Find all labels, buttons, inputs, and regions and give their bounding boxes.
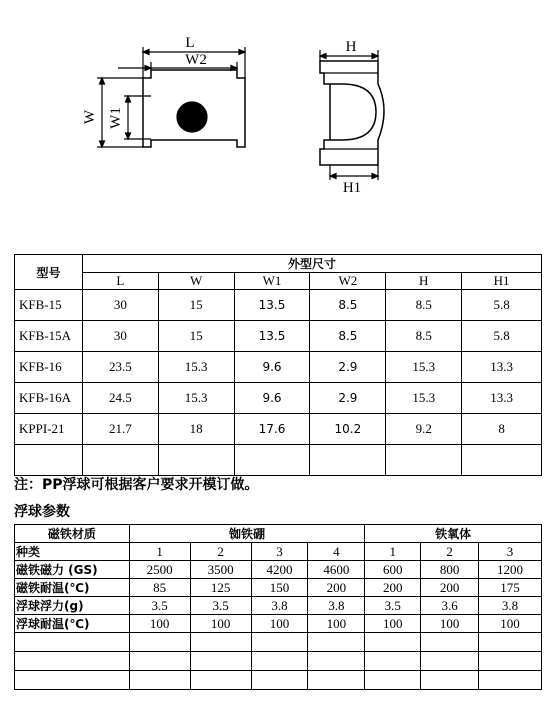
- dimension-cell-h1: 8: [462, 414, 542, 445]
- parameter-label: 磁铁耐温(℃): [15, 579, 130, 597]
- empty-cell: [15, 671, 130, 690]
- dimension-cell-w2: 8.5: [310, 290, 386, 321]
- empty-cell: [479, 633, 542, 652]
- dimension-cell-l: 21.7: [82, 414, 158, 445]
- dimension-cell-w: [158, 445, 234, 476]
- empty-row: [15, 671, 542, 690]
- empty-cell: [365, 671, 421, 690]
- empty-cell: [190, 671, 251, 690]
- parameter-value: 3: [251, 543, 308, 561]
- label-W: W: [82, 109, 98, 125]
- ferrite-group-header: 铁氧体: [365, 525, 542, 543]
- dimension-cell-h1: 5.8: [462, 290, 542, 321]
- dimension-cell-l: [82, 445, 158, 476]
- dimension-cell-l: 30: [82, 321, 158, 352]
- dimension-cell-w1: 9.6: [234, 352, 310, 383]
- label-H: H: [345, 39, 357, 55]
- parameter-value: 1: [129, 543, 190, 561]
- label-W1: W1: [108, 107, 124, 129]
- section-title: 浮球参数: [14, 504, 70, 520]
- dimension-cell-h: 8.5: [386, 321, 462, 352]
- parameter-value: 200: [365, 579, 421, 597]
- parameter-row: [15, 579, 542, 597]
- empty-cell: [479, 652, 542, 671]
- parameter-value: 800: [421, 561, 479, 579]
- empty-row: [15, 633, 542, 652]
- parameter-row: [15, 615, 542, 633]
- dimension-cell-h1: 13.3: [462, 383, 542, 414]
- dimension-cell-w1: [234, 445, 310, 476]
- model-cell: KFB-16: [15, 352, 83, 383]
- empty-cell: [15, 633, 130, 652]
- parameter-value: 175: [479, 579, 542, 597]
- parameter-value: 100: [129, 615, 190, 633]
- empty-cell: [251, 671, 308, 690]
- dimension-cell-h1: 13.3: [462, 352, 542, 383]
- dimension-cell-l: 23.5: [82, 352, 158, 383]
- parameter-value: 3: [479, 543, 542, 561]
- label-W2: W2: [185, 52, 207, 68]
- parameter-value: 3.8: [308, 597, 365, 615]
- parameter-value: 3.5: [190, 597, 251, 615]
- parameter-value: 85: [129, 579, 190, 597]
- empty-cell: [421, 633, 479, 652]
- dimension-cell-h: 9.2: [386, 414, 462, 445]
- parameter-value: 100: [365, 615, 421, 633]
- dimension-cell-h: 15.3: [386, 383, 462, 414]
- column-header: W: [158, 273, 234, 290]
- dimension-cell-w: 15: [158, 290, 234, 321]
- empty-cell: [129, 671, 190, 690]
- model-cell: KFB-15: [15, 290, 83, 321]
- parameter-row: [15, 597, 542, 615]
- empty-cell: [190, 633, 251, 652]
- parameter-value: 4: [308, 543, 365, 561]
- empty-row: [15, 652, 542, 671]
- dimension-cell-w2: 2.9: [310, 383, 386, 414]
- empty-cell: [308, 652, 365, 671]
- empty-cell: [421, 652, 479, 671]
- parameter-label: 浮球耐温(℃): [15, 615, 130, 633]
- column-header: H1: [462, 273, 542, 290]
- dimension-cell-w1: 13.5: [234, 321, 310, 352]
- parameter-value: 600: [365, 561, 421, 579]
- parameter-value: 3500: [190, 561, 251, 579]
- technical-drawing: [0, 0, 557, 200]
- parameter-value: 3.5: [129, 597, 190, 615]
- parameter-value: 2500: [129, 561, 190, 579]
- parameter-value: 100: [251, 615, 308, 633]
- column-header: L: [82, 273, 158, 290]
- dimension-cell-w: 15.3: [158, 383, 234, 414]
- dimension-cell-w: 15.3: [158, 352, 234, 383]
- model-cell: [15, 445, 83, 476]
- parameter-label: 种类: [15, 543, 130, 561]
- dimension-cell-h: 8.5: [386, 290, 462, 321]
- parameter-value: 100: [421, 615, 479, 633]
- parameter-value: 3.8: [251, 597, 308, 615]
- dimension-cell-l: 24.5: [82, 383, 158, 414]
- dimension-cell-w2: 10.2: [310, 414, 386, 445]
- empty-cell: [15, 652, 130, 671]
- size-group-header: 外型尺寸: [82, 255, 541, 273]
- dimension-cell-l: 30: [82, 290, 158, 321]
- dimension-row: [15, 414, 542, 445]
- model-cell: KFB-15A: [15, 321, 83, 352]
- parameter-value: 100: [479, 615, 542, 633]
- top-view: [97, 47, 245, 147]
- custom-mold-note: 注：PP浮球可根据客户要求开模订做。: [14, 477, 259, 493]
- column-header: W1: [234, 273, 310, 290]
- material-row: [15, 525, 542, 543]
- empty-cell: [365, 633, 421, 652]
- dimension-row: [15, 290, 542, 321]
- model-cell: KFB-16A: [15, 383, 83, 414]
- parameter-value: 2: [190, 543, 251, 561]
- dimension-row: [15, 321, 542, 352]
- column-header: W2: [310, 273, 386, 290]
- empty-cell: [308, 671, 365, 690]
- dimension-table: [14, 254, 542, 476]
- magnet-hole-icon: [177, 102, 207, 132]
- material-label: 磁铁材质: [15, 525, 130, 543]
- empty-cell: [421, 671, 479, 690]
- parameter-value: 150: [251, 579, 308, 597]
- parameter-value: 125: [190, 579, 251, 597]
- dimension-cell-w2: 8.5: [310, 321, 386, 352]
- dimension-cell-w1: 9.6: [234, 383, 310, 414]
- dimension-cell-h1: [462, 445, 542, 476]
- parameter-value: 1: [365, 543, 421, 561]
- model-cell: KPPI-21: [15, 414, 83, 445]
- column-header-row: [15, 273, 542, 290]
- dimension-cell-w: 18: [158, 414, 234, 445]
- dimension-row: [15, 352, 542, 383]
- parameter-value: 4600: [308, 561, 365, 579]
- parameter-value: 100: [190, 615, 251, 633]
- parameter-label: 浮球浮力(g): [15, 597, 130, 615]
- parameter-value: 3.5: [365, 597, 421, 615]
- dimension-cell-w2: [310, 445, 386, 476]
- parameter-value: 4200: [251, 561, 308, 579]
- side-view: [320, 50, 384, 180]
- parameter-row: [15, 543, 542, 561]
- label-L: L: [185, 35, 195, 51]
- parameter-row: [15, 561, 542, 579]
- dimension-row: [15, 445, 542, 476]
- parameter-value: 1200: [479, 561, 542, 579]
- empty-cell: [190, 652, 251, 671]
- float-parameter-table: [14, 524, 542, 690]
- parameter-value: 200: [308, 579, 365, 597]
- label-H1: H1: [342, 180, 362, 196]
- ndfeb-group-header: 铷铁硼: [129, 525, 365, 543]
- dimension-cell-w2: 2.9: [310, 352, 386, 383]
- parameter-value: 3.6: [421, 597, 479, 615]
- dimension-cell-h: [386, 445, 462, 476]
- dimension-cell-h: 15.3: [386, 352, 462, 383]
- empty-cell: [251, 652, 308, 671]
- parameter-value: 100: [308, 615, 365, 633]
- column-header: H: [386, 273, 462, 290]
- model-header: 型号: [15, 255, 83, 290]
- empty-cell: [129, 633, 190, 652]
- parameter-label: 磁铁磁力 (GS): [15, 561, 130, 579]
- dimension-cell-w: 15: [158, 321, 234, 352]
- empty-cell: [479, 671, 542, 690]
- parameter-value: 2: [421, 543, 479, 561]
- empty-cell: [251, 633, 308, 652]
- dimension-cell-w1: 13.5: [234, 290, 310, 321]
- empty-cell: [129, 652, 190, 671]
- dimension-cell-w1: 17.6: [234, 414, 310, 445]
- dimension-cell-h1: 5.8: [462, 321, 542, 352]
- empty-cell: [365, 652, 421, 671]
- parameter-value: 200: [421, 579, 479, 597]
- dimension-row: [15, 383, 542, 414]
- empty-cell: [308, 633, 365, 652]
- parameter-value: 3.8: [479, 597, 542, 615]
